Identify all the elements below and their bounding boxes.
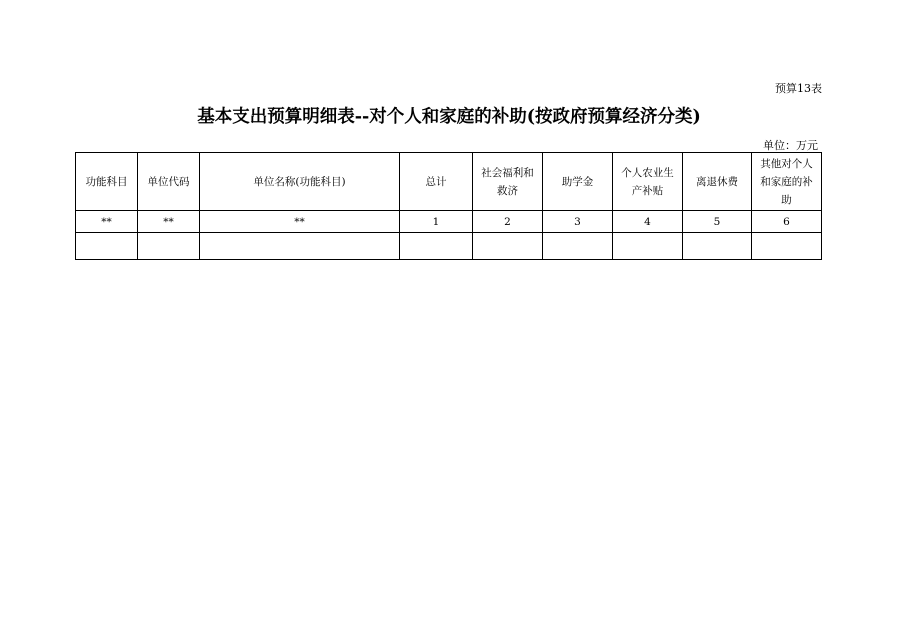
table-row [76,233,822,260]
page-title: 基本支出预算明细表--对个人和家庭的补助(按政府预算经济分类) [197,107,701,127]
table-cell [138,233,200,260]
index-cell: 1 [400,211,473,233]
unit-label: 单位：万元 [763,139,818,152]
header-cell-retirement: 离退休费 [683,153,752,211]
table-cell [76,233,138,260]
table-cell [473,233,543,260]
header-cell-unit-code: 单位代码 [138,153,200,211]
table-cell [613,233,683,260]
form-code: 预算13表 [775,82,822,95]
budget-table [75,152,822,260]
header-cell-agri-subsidy: 个人农业生产补贴 [613,153,683,211]
index-cell: ** [138,211,200,233]
table-cell [543,233,613,260]
header-cell-other-subsidy: 其他对个人和家庭的补助 [752,153,822,211]
index-cell: 5 [683,211,752,233]
table-cell [200,233,400,260]
table-cell [683,233,752,260]
index-cell: 2 [473,211,543,233]
header-cell-total: 总计 [400,153,473,211]
header-cell-scholarship: 助学金 [543,153,613,211]
index-cell: 4 [613,211,683,233]
table-cell [400,233,473,260]
index-cell: ** [200,211,400,233]
table-index-row [76,211,822,233]
header-cell-function-subject: 功能科目 [76,153,138,211]
index-cell: ** [76,211,138,233]
table-header-row [76,153,822,211]
index-cell: 3 [543,211,613,233]
header-cell-social-welfare: 社会福利和救济 [473,153,543,211]
index-cell: 6 [752,211,822,233]
table-cell [752,233,822,260]
header-cell-unit-name: 单位名称(功能科目) [200,153,400,211]
